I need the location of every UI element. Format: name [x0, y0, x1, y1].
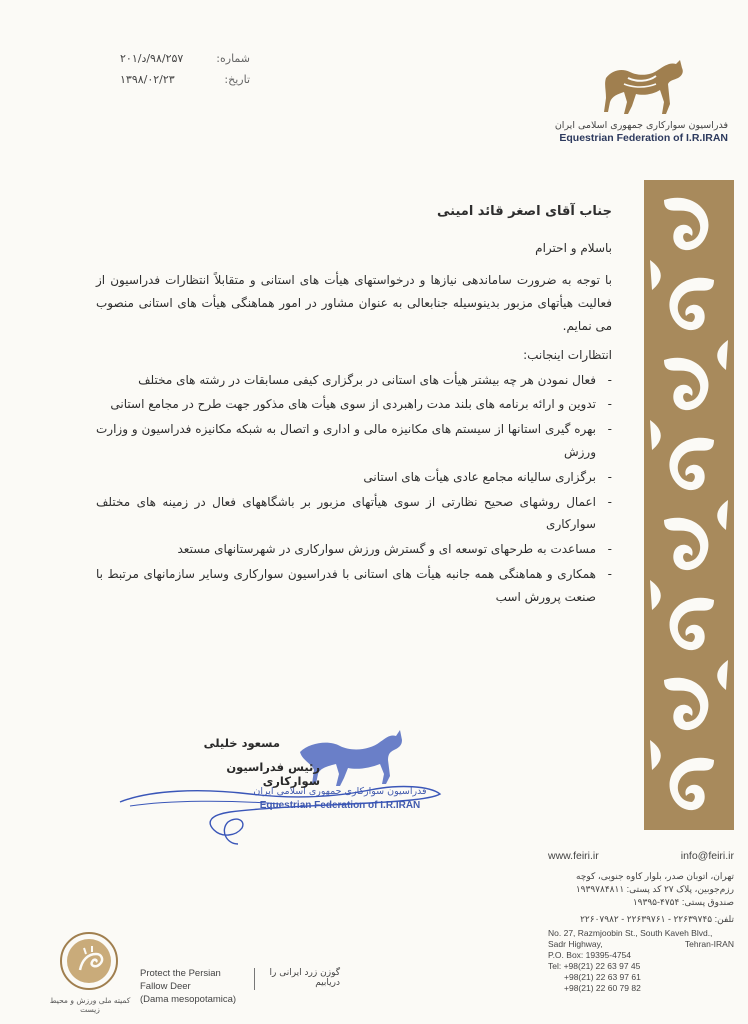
intro-paragraph: با توجه به ضرورت ساماندهی نیازها و درخواستهای هیأت های استانی و متقابلاً انتظارات فدراسیون از فعالیت هیأتهای مزبور بدینوسیله جنابعالی به عنوان مشاور در امور هماهنگی هیأت های استانی منصوب می نمایم.	[96, 273, 612, 334]
list-item: - اعمال روشهای صحیح نظارتی از سوی هیأتهای مزبور بر باشگاههای فعال در زمینه های مختلف سوارکاری	[96, 491, 612, 537]
deer-slogan-row	[140, 968, 340, 1006]
deer-slogan	[140, 968, 340, 1006]
ornament-band-icon	[644, 180, 734, 830]
list-item: - برگزاری سالیانه مجامع عادی هیأت های استانی	[96, 466, 612, 489]
date-row	[120, 73, 250, 86]
address-en-city: Tehran-IRAN	[684, 939, 734, 950]
deer-slogan-en	[140, 968, 248, 1006]
date-label: تاریخ:	[224, 73, 250, 86]
list-item: - تدوین و ارائه برنامه های بلند مدت راهبردی از سوی هیأت های مذکور جهت طرح در مجامع استانی	[96, 393, 612, 416]
email-link[interactable]: info@feiri.ir	[680, 850, 734, 862]
signer-title: رئیس فدراسیون سوارکاری	[226, 760, 320, 788]
horse-logo-icon	[598, 56, 688, 118]
deer-caption: کمیته ملی ورزش و محیط زیست	[49, 996, 131, 1014]
address-en-line-1: No. 27, Razmjoobin St., South Kaveh Blvd.,	[548, 928, 713, 939]
tel-3: +98(21) 22 60 79 82	[564, 983, 641, 994]
address-en-line-2	[548, 939, 734, 950]
stamp-text-en: Equestrian Federation of I.R.IRAN	[259, 800, 421, 811]
fallow-deer-emblem-icon	[58, 930, 120, 992]
po-box-en: P.O. Box: 19395-4754	[548, 950, 632, 961]
number-row	[120, 52, 250, 65]
tel-2: +98(21) 22 63 97 61	[564, 972, 641, 983]
expectations-title: انتظارات اینجانب:	[523, 347, 612, 362]
list-item: - بهره گیری استانها از سیستم های مکانیزه مالی و اداری و اتصال به شبکه مکانیزه فدراسیون و وزارت ورزش	[96, 418, 612, 464]
signer-name: مسعود خلیلی	[203, 736, 280, 750]
expectations-list	[96, 369, 612, 609]
list-item: - فعال نمودن هر چه بیشتر هیأت های استانی در برگزاری کیفی مسابقات در رشته های مختلف	[96, 369, 612, 392]
stamp-text-fa: فدراسیون سوارکاری جمهوری اسلامی ایران	[253, 786, 427, 797]
address-fa: تهران، اتوبان صدر، بلوار کاوه جنوبی، کوچه رزم‌جوبین، پلاک ۲۷ کد پستی: ۱۹۳۹۷۸۴۸۱۱	[575, 871, 734, 895]
greeting: باسلام و احترام	[535, 240, 612, 255]
phones-fa: تلفن: ۲۲۶۳۹۷۴۵ - ۲۲۶۳۹۷۶۱ - ۲۲۶۰۷۹۸۲	[580, 914, 734, 925]
deer-slogan-en-1: Protect the Persian Fallow Deer	[140, 968, 221, 992]
po-box-fa: صندوق پستی: ۴۷۵۴-۱۹۳۹۵	[632, 897, 734, 908]
date-value: ۱۳۹۸/۰۲/۲۳	[120, 73, 175, 86]
address-en-highway: Sadr Highway,	[548, 939, 603, 950]
contact-web-row	[548, 850, 734, 862]
letter-meta	[120, 52, 250, 94]
federation-name-en: Equestrian Federation of I.R.IRAN	[559, 132, 728, 144]
federation-name-fa: فدراسیون سوارکاری جمهوری اسلامی ایران	[554, 120, 728, 131]
deer-slogan-fa: گوزن زرد ایرانی را دریابیم	[269, 968, 340, 988]
deer-separator	[254, 968, 255, 990]
website-link[interactable]: www.feiri.ir	[548, 850, 599, 862]
contact-block	[548, 850, 734, 994]
federation-logo	[548, 56, 728, 144]
number-value: ۹۸/۲۵۷/د/۲۰۱	[120, 52, 184, 65]
list-item: - همکاری و هماهنگی همه جانبه هیأت های استانی با فدراسیون سوارکاری وسایر سازمانهای مرتبط با صنعت پرورش اسب	[96, 563, 612, 609]
tel-1: Tel: +98(21) 22 63 97 45	[548, 961, 641, 972]
letter-body	[96, 200, 612, 611]
list-item: - مساعدت به طرحهای توسعه ای و گسترش ورزش سوارکاری در شهرستانهای مستعد	[96, 538, 612, 561]
recipient: جناب آقای اصغر قائد امینی	[437, 204, 612, 219]
address-en	[548, 928, 734, 994]
deer-slogan-en-2: (Dama mesopotamica)	[140, 993, 237, 1005]
number-label: شماره:	[216, 52, 250, 65]
